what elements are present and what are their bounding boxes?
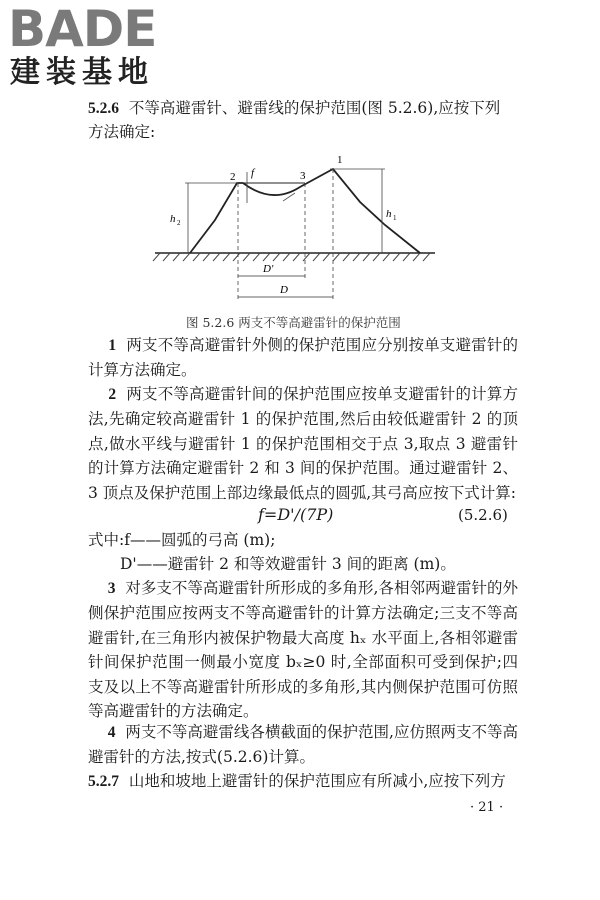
where-f-def: f——圆弧的弓高 (m); [124,531,276,549]
label-h2-sub: 2 [177,219,181,227]
section-526-line1 [88,96,500,121]
where-f [88,528,275,552]
logo-subtitle: 建装基地 [10,55,154,90]
label-point-3: 3 [300,170,306,182]
where-lead: 式中: [88,531,125,549]
section-527-text: 山地和坡地上避雷针的保护范围应有所减小,应按下列方 [128,772,506,790]
section-527 [88,769,506,794]
item-2-text: 两支不等高避雷针间的保护范围应按单支避雷针的计算方法,先确定较高避雷针 1 的保护范围,然后由较低避雷针 2 的顶点,做水平线与避雷针 1 的保护范围相交于点 3,取点 3 避雷针的计算方法确定避雷针 2 和 3 间的保护范围。通过避雷针 2、3 顶点及保护范围上部边缘最低点的圆弧,其弓高应按下式计算: [88,385,518,502]
item-4-number: 4 [107,724,116,741]
ground-hatching [153,253,430,261]
label-point-2: 2 [230,171,236,183]
figure-5-2-6 [150,150,450,310]
figure-caption: 图 5.2.6 两支不等高避雷针的保护范围 [186,315,401,330]
section-526-text: 不等高避雷针、避雷线的保护范围(图 5.2.6),应按下列 [128,99,501,117]
item-3 [88,576,518,723]
section-526-line2: 方法确定: [88,123,156,141]
label-h2: h [170,213,176,225]
item-3-number: 3 [107,580,116,597]
item-4-text: 两支不等高避雷线各横截面的保护范围,应仿照两支不等高避雷针的方法,按式(5.2.6)计算。 [88,723,518,767]
label-h1-sub: 1 [393,214,397,222]
item-2 [88,382,518,505]
item-2-number: 2 [108,386,117,403]
label-point-1: 1 [337,154,343,166]
label-h1: h [386,208,392,220]
item-1-number: 1 [108,337,117,354]
logo [8,2,178,92]
item-1-text: 两支不等高避雷针外侧的保护范围应分别按单支避雷针的计算方法确定。 [88,336,518,380]
label-d-prime: D' [263,263,274,275]
item-4 [88,720,518,770]
equation-number: (5.2.6) [458,506,508,524]
logo-wordmark: BADE [8,0,157,58]
page-number: · 21 · [470,800,504,815]
section-526-number: 5.2.6 [88,100,119,117]
item-3-text: 对多支不等高避雷针所形成的多角形,各相邻两避雷针的外侧保护范围应按两支不等高避雷针的计算方法确定;三支不等高避雷针,在三角形内被保护物最大高度 hₓ 水平面上,各相邻避雷针间保护范围一侧最小宽度 bₓ≥0 时,全部面积可受到保护;四支及以上不等高避雷针所形成的多角形,其内侧保护范围可仿照等高避雷针的方法确定。 [88,579,518,721]
where-d-def: D'——避雷针 2 和等效避雷针 3 间的距离 (m)。 [120,555,456,573]
formula: f=D'/(7P) [258,505,334,524]
item-1 [88,333,518,383]
section-527-number: 5.2.7 [88,773,119,790]
label-d: D [280,284,288,296]
label-f: f [251,167,255,179]
